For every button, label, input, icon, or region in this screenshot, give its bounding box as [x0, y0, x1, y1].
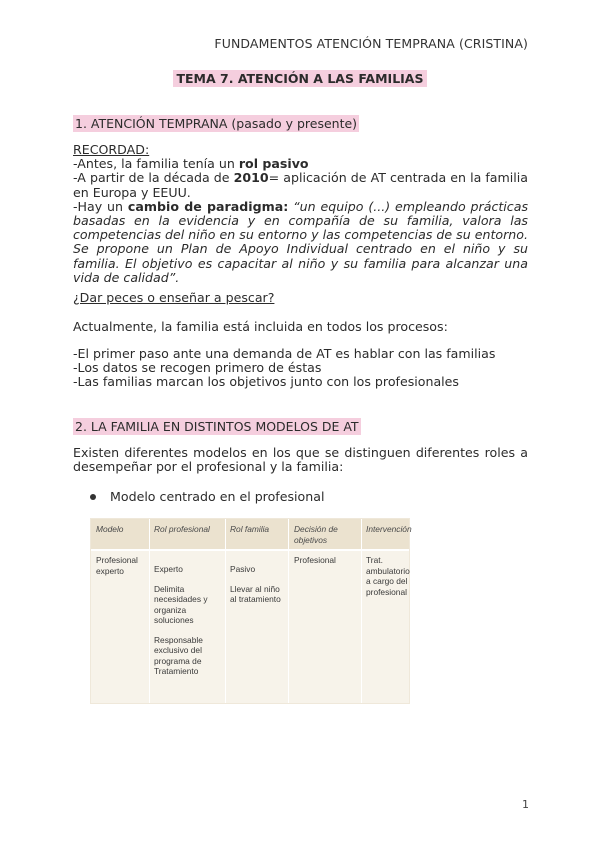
document-title: TEMA 7. ATENCIÓN A LAS FAMILIAS	[0, 68, 600, 87]
line-paradigma: -Hay un cambio de paradigma: “un equipo (...) empleando prácticas basadas en la evidencia y en compañía de su familia, valora las competencias del niño en su entorno y las competencias de su entorno. Se propone un Plan de Apoyo Individual centrado en el niño y su familia. El objetivo es capacitar al niño y su familia para alcanzar una vida de calidad”.	[73, 198, 529, 285]
section-1-heading: 1. ATENCIÓN TEMPRANA (pasado y presente)	[75, 116, 358, 131]
table-cell-intervencion: Trat. ambulatorio a cargo del profesional	[366, 555, 410, 597]
table-header-cell: Rol profesional	[154, 524, 210, 534]
recordad-label: RECORDAD:	[73, 142, 150, 157]
list-item: -Las familias marcan los objetivos junto con los profesionales	[73, 374, 459, 390]
line-2010: -A partir de la década de 2010= aplicación de AT centrada en la familia en Europa y EEUU.	[73, 170, 528, 200]
points-list	[73, 347, 528, 390]
section-1-body	[73, 143, 528, 285]
question-text: ¿Dar peces o enseñar a pescar?	[73, 290, 275, 305]
actualmente-text: Actualmente, la familia está incluida en todos los procesos:	[73, 319, 448, 334]
table-header-cell: Intervención	[366, 524, 412, 534]
table-header-cell: Rol familia	[230, 524, 270, 534]
roles-table	[90, 518, 410, 704]
table-cell-modelo: Profesional experto	[96, 555, 138, 576]
page-header: FUNDAMENTOS ATENCIÓN TEMPRANA (CRISTINA)	[214, 36, 528, 51]
table-cell-decision: Profesional	[294, 555, 336, 565]
section-2-heading: 2. LA FAMILIA EN DISTINTOS MODELOS DE AT	[75, 419, 359, 434]
line-rol-pasivo: -Antes, la familia tenía un rol pasivo	[73, 156, 309, 172]
table-header-cell: Decisión de objetivos	[294, 524, 338, 545]
bullet-item: Modelo centrado en el profesional	[90, 489, 324, 504]
section-2-intro: Existen diferentes modelos en los que se distinguen diferentes roles a desempeñar por el profesional y la familia:	[73, 445, 528, 475]
table-cell-rol-familia: Pasivo Llevar al niño al tratamiento	[230, 564, 281, 604]
bullet-dot-icon	[90, 494, 96, 500]
list-item: -Los datos se recogen primero de éstas	[73, 360, 322, 376]
table-cell-rol-profesional: Experto Delimita necesidades y organiza soluciones Responsable exclusivo del programa de Tratamiento	[154, 564, 208, 676]
list-item: -El primer paso ante una demanda de AT es hablar con las familias	[73, 346, 496, 361]
table-header-cell: Modelo	[96, 524, 124, 534]
page-number: 1	[522, 798, 529, 811]
